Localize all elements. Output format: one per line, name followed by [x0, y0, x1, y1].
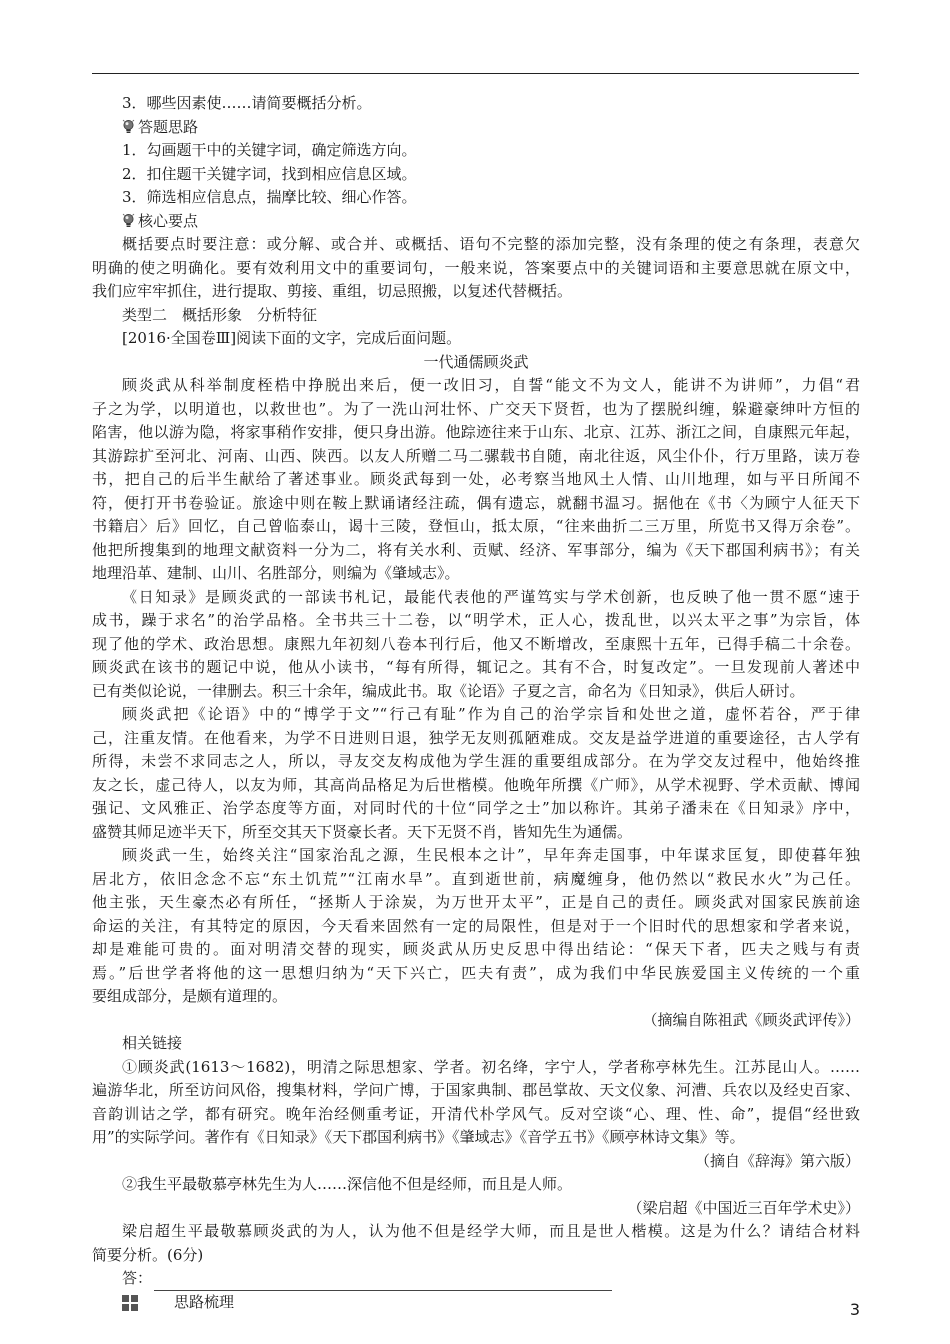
- article-line: 强记、文风雅正、治学态度等方面，对同时代的十位“同学之士”加以称许。其弟子潘耒在《日知录》序中，: [92, 799, 860, 817]
- article-line: 顾炎武在该书的题记中说，他从小读书，“每有所得，辄记之。其有不合，时复改定”。一旦发现前人著述中: [92, 658, 860, 676]
- question-line: 简要分析。(6分): [92, 1245, 204, 1264]
- article-line: 要组成部分，是颇有道理的。: [92, 987, 288, 1005]
- article-title: 一代通儒顾炎武: [423, 352, 529, 371]
- question-3: 3．哪些因素使……请简要概括分析。: [122, 94, 372, 112]
- approach-heading: 答题思路: [138, 117, 199, 136]
- grid-squares-icon: [122, 1295, 138, 1311]
- lightbulb-icon: [122, 119, 135, 135]
- answer-label: 答：: [122, 1269, 153, 1287]
- type-two-heading: 类型二 概括形象 分析特征: [122, 305, 318, 324]
- key-points-heading: 核心要点: [138, 211, 199, 230]
- related-link-1-line: 遍游华北，所至访问风俗，搜集材料，学问广博，于国家典制、郡邑掌故、天文仪象、河漕、兵农以及经史百家、: [92, 1081, 860, 1099]
- article-line: 命运的关注，有其特定的原因，今天看来固然有一定的局限性，但是对于一个旧时代的思想家和学者来说，: [92, 916, 860, 935]
- article-line: 已有类似论说，一律删去。积三十余年，编成此书。取《论语》子夏之言，命名为《日知录》，供后人研讨。: [92, 681, 805, 700]
- article-line: 他把所搜集到的地理文献资料一分为二，将有关水利、贡赋、经济、军事部分，编为《天下郡国利病书》；有关: [92, 540, 860, 559]
- answer-row: [92, 1267, 860, 1291]
- key-points-line: 明确的使之明确化。要有效利用文中的重要词句，一般来说，答案要点中的关键词语和主要意思就在原文中，: [92, 258, 860, 277]
- page-number: 3: [849, 1300, 860, 1319]
- article-line: 《日知录》是顾炎武的一部读书札记，最能代表他的严谨笃实与学术创新，也反映了他一贯不愿“速于: [122, 587, 860, 606]
- article-line: 盛赞其师足迹半天下，所至交其天下贤豪长者。天下无贤不肖，皆知先生为通儒。: [92, 822, 633, 841]
- article-line: 现了他的学术、政治思想。康熙九年初刻八卷本刊行后，他又不断增改，至康熙十五年，已得手稿二十余卷。: [92, 634, 860, 653]
- answer-blank[interactable]: [154, 1274, 612, 1291]
- article-line: 顾炎武把《论语》中的“博学于文”“行己有耻”作为自己的治学宗旨和处世之道，虚怀若谷，严于律: [122, 705, 860, 723]
- header-rule: [92, 73, 859, 74]
- thinking-label: 思路梳理: [174, 1292, 235, 1311]
- question-line: 梁启超生平最敬慕顾炎武的为人，认为他不但是经学大师，而且是世人楷模。这是为什么？请结合材料: [122, 1222, 860, 1240]
- article-line: 顾炎武从科举制度桎梏中挣脱出来后，便一改旧习，自誓“能文不为文人，能讲不为讲师”，力倡“君: [122, 376, 860, 394]
- article-line: 成书，躁于求名”的治学品格。全书共三十二卷，以“明学术，正人心，拨乱世，以兴太平之事”为宗旨，体: [92, 611, 860, 629]
- article-line: 书籍启〉后》回忆，自己曾临泰山，谒十三陵，登恒山，抵太原，“往来曲折二三万里，所览书又得万余卷”。: [92, 517, 860, 535]
- approach-step: 2．扣住题干关键字词，找到相应信息区域。: [122, 164, 417, 183]
- related-link-1-line: ①顾炎武(1613～1682)，明清之际思想家、学者。初名绛，字宁人，学者称亭林先生。江苏昆山人。……: [122, 1057, 860, 1076]
- article-line: 书，把自己的后半生献给了著述事业。顾炎武每到一处，必考察当地风土人情、山川地理，如与平日所闻不: [92, 470, 860, 488]
- related-heading: 相关链接: [122, 1034, 183, 1052]
- key-points-line: 概括要点时要注意：或分解、或合并、或概括、语句不完整的添加完整，没有条理的使之有条理，表意欠: [122, 235, 860, 253]
- related-link-1-source: （摘自《辞海》第六版）: [694, 1151, 860, 1170]
- article-line: 居北方，依旧念念不忘“东土饥荒”“江南水旱”。直到逝世前，病魔缠身，他仍然以“救民水火”为己任。: [92, 869, 860, 888]
- approach-step: 1．勾画题干中的关键字词，确定筛选方向。: [122, 141, 417, 159]
- article-source: （摘编自陈祖武《顾炎武评传》）: [642, 1010, 860, 1029]
- article-line: 友之长，虚己待人，以友为师，其高尚品格足为后世楷模。他晚年所撰《广师》，从学术视野、学术贡献、博闻: [92, 775, 860, 794]
- key-points-line: 我们应牢牢抓住，进行提取、剪接、重组，切忌照搬，以复述代替概括。: [92, 282, 573, 300]
- article-line: 己，注重友情。在他看来，为学不日进则日退，独学无友则孤陋难成。交友是益学进道的重要途径，古人学有: [92, 728, 860, 747]
- exam-intro: [2016·全国卷Ⅲ]阅读下面的文字，完成后面问题。: [122, 329, 462, 347]
- article-line: 他主张，天生豪杰必有所任，“拯斯人于涂炭，为万世开太平”，正是自己的责任。顾炎武对国家民族前途: [92, 893, 860, 911]
- key-points-heading-row: [92, 210, 860, 234]
- lightbulb-icon: [122, 213, 135, 229]
- article-line: 顾炎武一生，始终关注“国家治乱之源，生民根本之计”，早年奔走国事，中年谋求匡复，即使暮年独: [122, 846, 860, 864]
- related-link-1-line: 音韵训诂之学，都有研究。晚年治经侧重考证，开清代朴学风气。反对空谈“心、理、性、命”，提倡“经世致: [92, 1104, 860, 1123]
- article-line: 所得，未尝不求同志之人，所以，寻友交友构成他为学生涯的重要组成部分。在为学交友过程中，他始终推: [92, 752, 860, 770]
- article-line: 符，便打开书卷验证。旅途中则在鞍上默诵诸经注疏，偶有遗忘，就翻书温习。据他在《书〈为顾宁人征天下: [92, 493, 860, 512]
- document-body: [92, 92, 860, 1314]
- article-line: 却是难能可贵的。面对明清交替的现实，顾炎武从历史反思中得出结论：“保天下者，匹夫之贱与有责: [92, 940, 860, 958]
- article-line: 其游踪扩至河北、河南、山西、陕西。以友人所赠二马二骡载书自随，南北往返，风尘仆仆，行万里路，读万卷: [92, 446, 860, 465]
- approach-heading-row: [92, 116, 860, 140]
- related-link-1-line: 用”的实际学问。著作有《日知录》《天下郡国利病书》《肇域志》《音学五书》《顾亭林诗文集》等。: [92, 1128, 745, 1146]
- thinking-row: [92, 1291, 860, 1315]
- article-line: 焉。”后世学者将他的这一思想归纳为“天下兴亡，匹夫有责”，成为我们中华民族爱国主义传统的一个重: [92, 963, 860, 982]
- article-line: 子之为学，以明道也，以救世也”。为了一洗山河壮怀、广交天下贤哲，也为了摆脱纠缠，躲避豪绅叶方恒的: [92, 399, 860, 418]
- article-line: 陷害，他以游为隐，将家事稍作安排，便只身出游。他踪迹往来于山东、北京、江苏、浙江之间，自康熙元年起，: [92, 423, 860, 441]
- article-line: 地理沿革、建制、山川、名胜部分，则编为《肇域志》。: [92, 564, 460, 582]
- approach-step: 3．筛选相应信息点，揣摩比较、细心作答。: [122, 188, 417, 206]
- related-link-2: ②我生平最敬慕亭林先生为人……深信他不但是经师，而且是人师。: [122, 1175, 573, 1193]
- related-link-2-source: （梁启超《中国近三百年学术史》）: [627, 1198, 860, 1217]
